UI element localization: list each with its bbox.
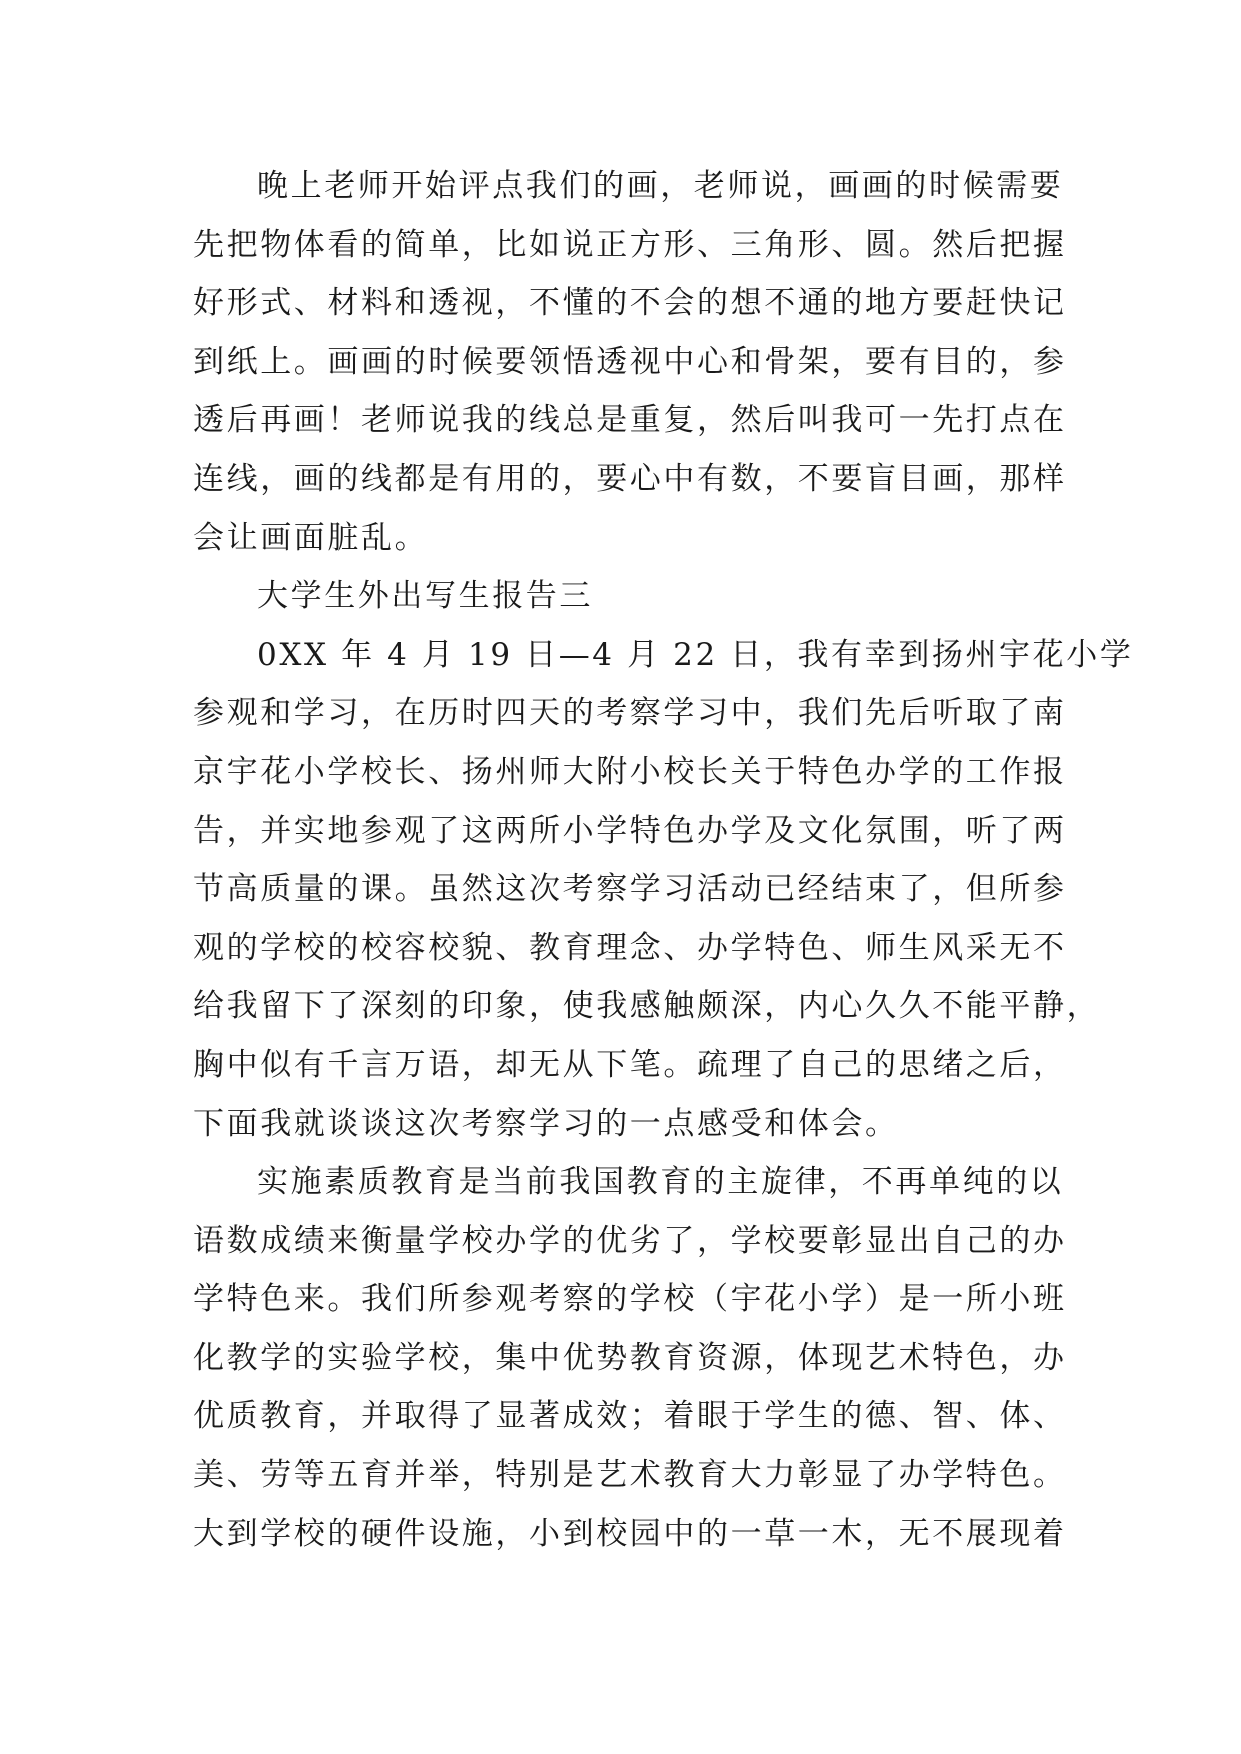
- text-line: 京宇花小学校长、扬州师大附小校长关于特色办学的工作报: [193, 753, 1067, 790]
- text-line: 告，并实地参观了这两所小学特色办学及文化氛围，听了两: [193, 812, 1067, 849]
- text-line: 连线，画的线都是有用的，要心中有数，不要盲目画，那样: [193, 460, 1067, 497]
- text-line: 透后再画！老师说我的线总是重复，然后叫我可一先打点在: [193, 402, 1067, 439]
- text-line: 观的学校的校容校貌、教育理念、办学特色、师生风采无不: [193, 929, 1067, 966]
- text-line: 下面我就谈谈这次考察学习的一点感受和体会。: [193, 1105, 899, 1142]
- text-line: 优质教育，并取得了显著成效；着眼于学生的德、智、体、: [193, 1398, 1067, 1435]
- document-body: [193, 157, 1134, 1563]
- text-line: 化教学的实验学校，集中优势教育资源，体现艺术特色，办: [193, 1339, 1067, 1376]
- text-line: 学特色来。我们所参观考察的学校（宇花小学）是一所小班: [193, 1281, 1067, 1318]
- text-line: 晚上老师开始评点我们的画，老师说，画画的时候需要: [257, 168, 1064, 204]
- text-line: 0XX 年 4 月 19 日—4 月 22 日，我有幸到扬州宇花小学: [257, 636, 1134, 673]
- text-line: 大到学校的硬件设施，小到校园中的一草一木，无不展现着: [193, 1515, 1067, 1552]
- text-line: 给我留下了深刻的印象，使我感触颇深，内心久久不能平静，: [193, 988, 1101, 1025]
- text-line: 语数成绩来衡量学校办学的优劣了，学校要彰显出自己的办: [193, 1222, 1067, 1259]
- text-line: 实施素质教育是当前我国教育的主旋律，不再单纯的以: [257, 1164, 1064, 1201]
- text-line: 会让画面脏乱。: [193, 519, 429, 556]
- text-line: 先把物体看的简单，比如说正方形、三角形、圆。然后把握: [193, 226, 1067, 263]
- section-heading: 大学生外出写生报告三: [257, 578, 593, 615]
- text-line: 胸中似有千言万语，却无从下笔。疏理了自己的思绪之后，: [193, 1046, 1067, 1083]
- text-line: 参观和学习，在历时四天的考察学习中，我们先后听取了南: [193, 695, 1067, 732]
- text-line: 好形式、材料和透视，不懂的不会的想不通的地方要赶快记: [193, 285, 1067, 322]
- text-line: 到纸上。画画的时候要领悟透视中心和骨架，要有目的，参: [193, 343, 1067, 380]
- text-line: 美、劳等五育并举，特别是艺术教育大力彰显了办学特色。: [193, 1457, 1067, 1494]
- text-line: 节高质量的课。虽然这次考察学习活动已经结束了，但所参: [193, 871, 1067, 908]
